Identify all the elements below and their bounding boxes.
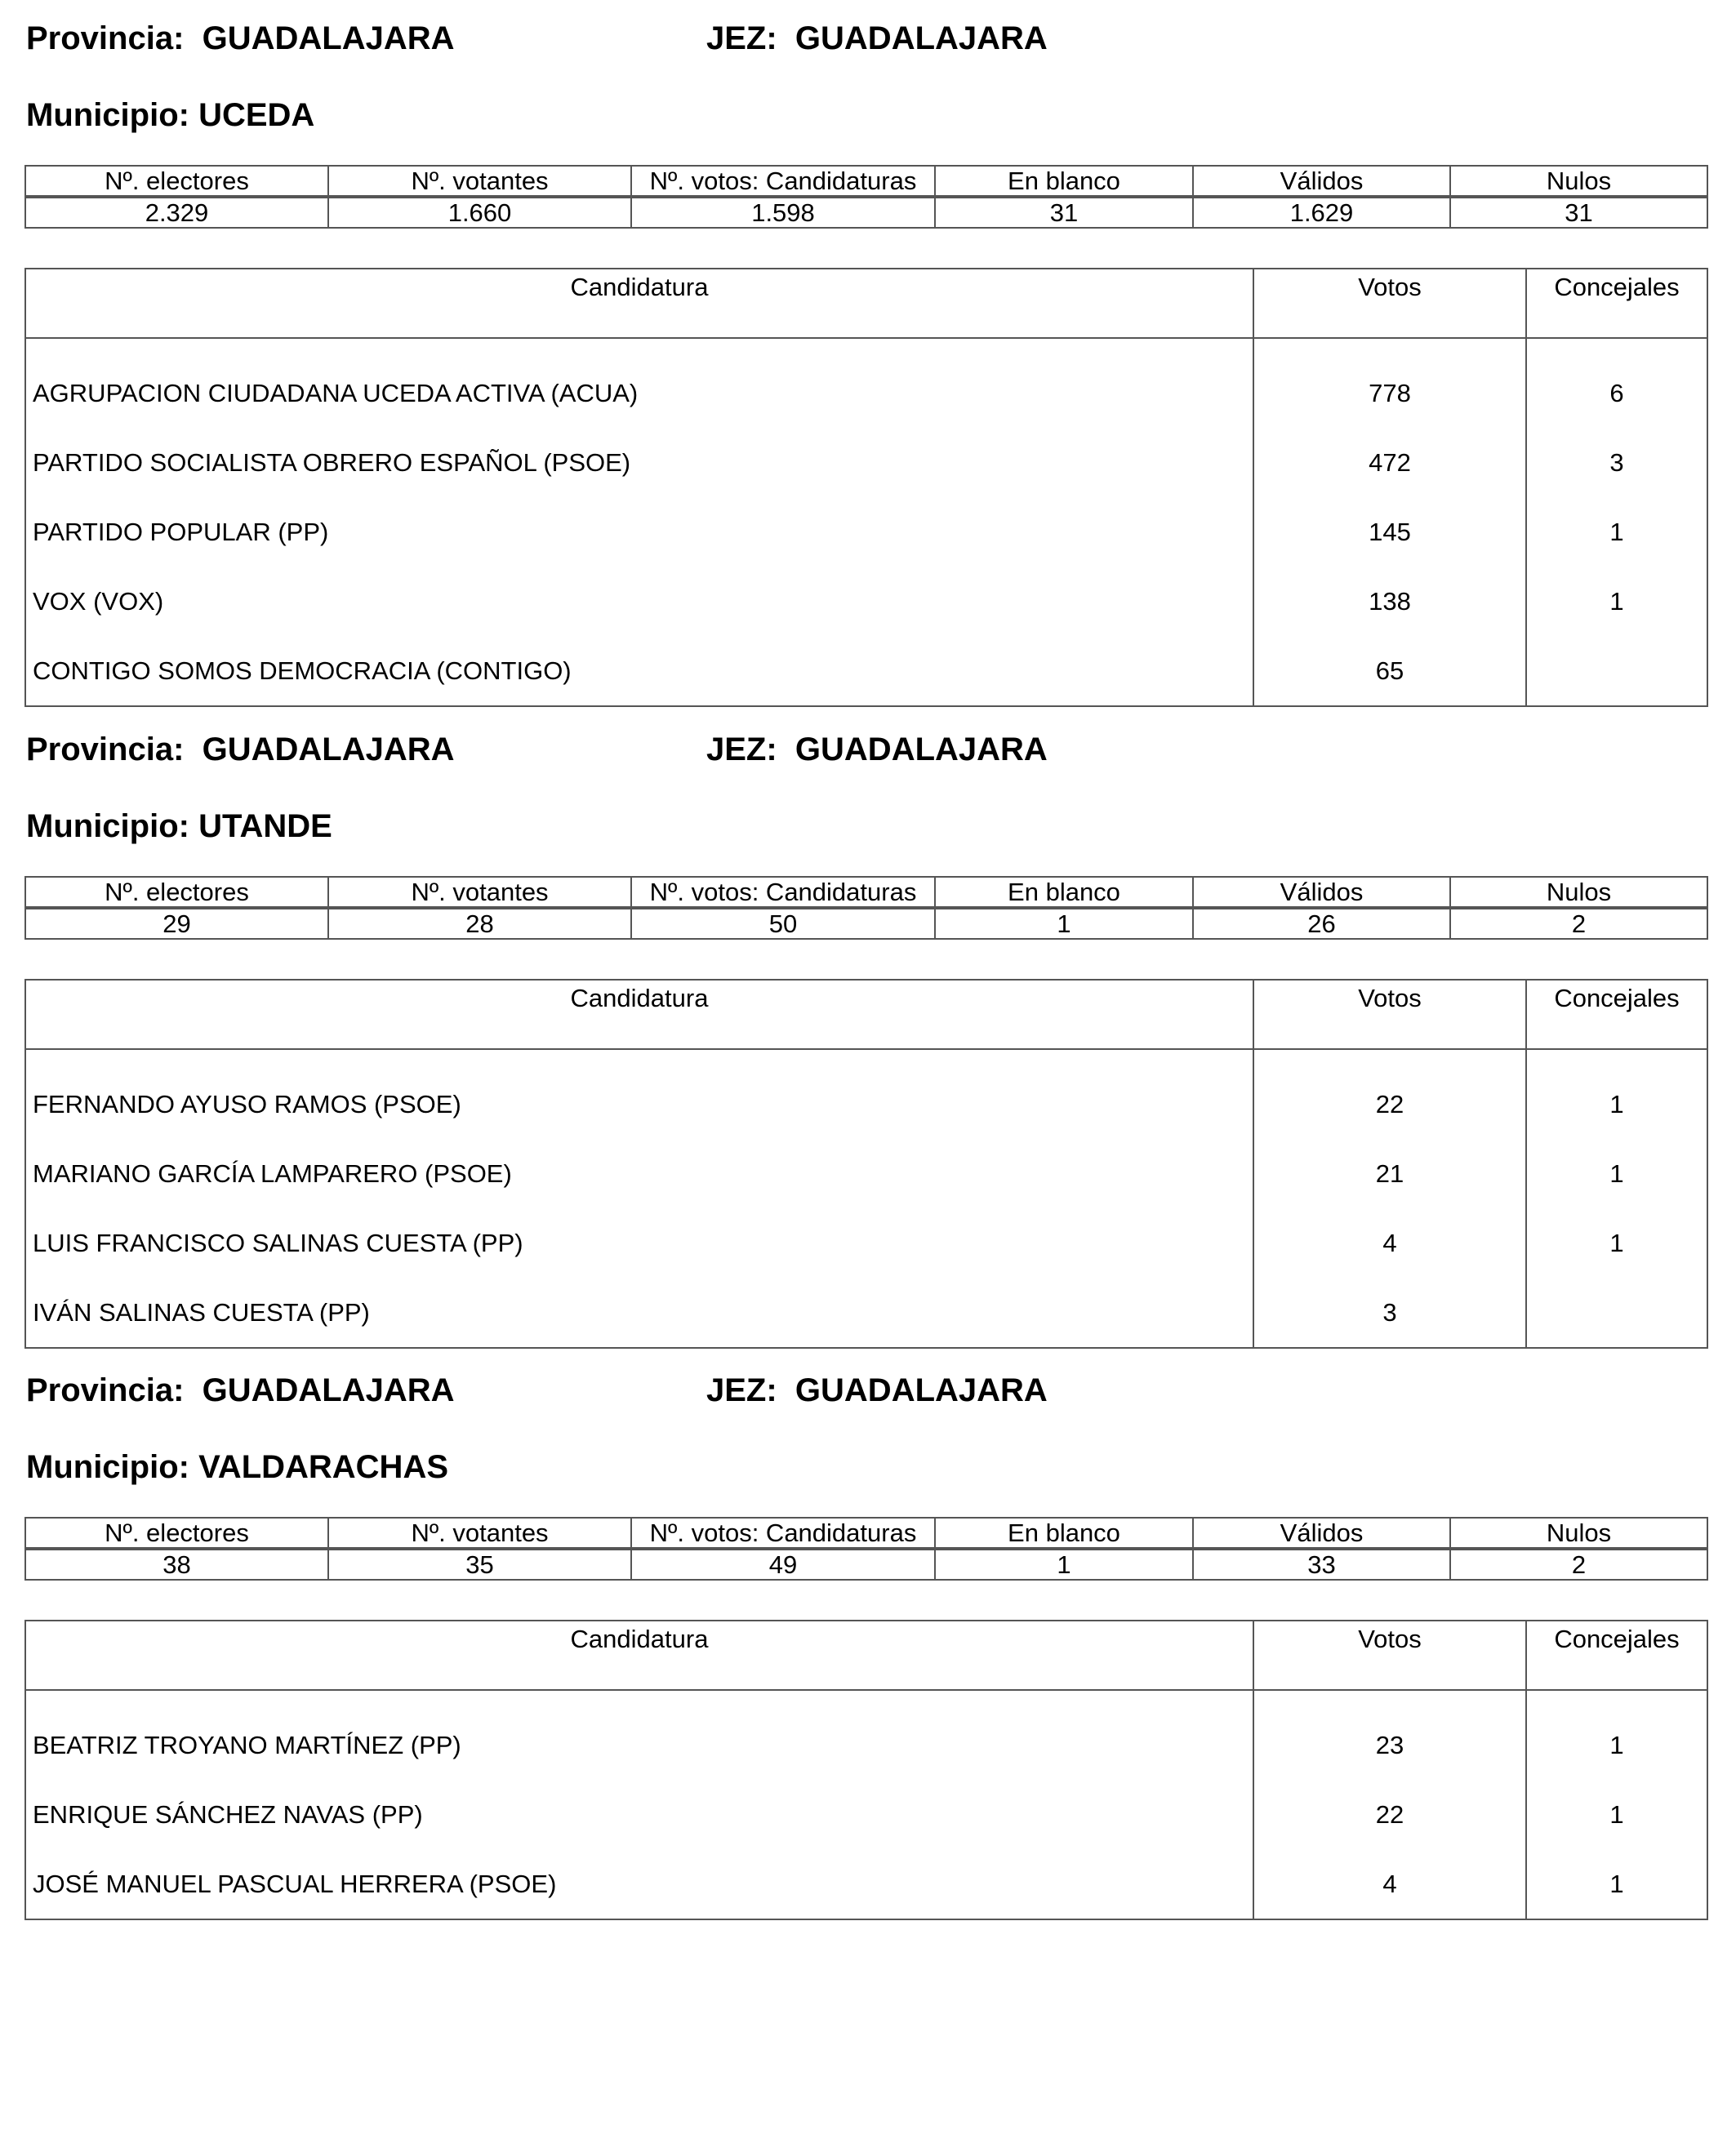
- header-votos-candidaturas: Nº. votos: Candidaturas: [631, 877, 935, 908]
- candidate-name: AGRUPACION CIUDADANA UCEDA ACTIVA (ACUA): [25, 338, 1253, 428]
- municipio-heading: Municipio: UTANDE: [26, 808, 332, 844]
- candidate-name: IVÁN SALINAS CUESTA (PP): [25, 1278, 1253, 1348]
- candidate-seats: 1: [1526, 1849, 1707, 1919]
- header-votantes: Nº. votantes: [328, 166, 631, 197]
- jez-heading: JEZ: GUADALAJARA: [706, 1372, 1048, 1408]
- candidate-name: JOSÉ MANUEL PASCUAL HERRERA (PSOE): [25, 1849, 1253, 1919]
- header-en-blanco: En blanco: [935, 166, 1193, 197]
- header-candidatura: Candidatura: [25, 1621, 1253, 1690]
- header-electores: Nº. electores: [25, 166, 328, 197]
- summary-table: [24, 1517, 1708, 1581]
- candidate-name: PARTIDO SOCIALISTA OBRERO ESPAÑOL (PSOE): [25, 428, 1253, 497]
- header-votos-candidaturas: Nº. votos: Candidaturas: [631, 166, 935, 197]
- jez-heading: JEZ: GUADALAJARA: [706, 732, 1048, 767]
- candidate-seats: 1: [1526, 1780, 1707, 1849]
- header-votos: Votos: [1253, 980, 1526, 1049]
- summary-table: [24, 165, 1708, 229]
- value-votantes: 35: [328, 1549, 631, 1580]
- candidates-header-row: [25, 269, 1707, 338]
- candidate-votes: 3: [1253, 1278, 1526, 1348]
- summary-header-row: [25, 1518, 1707, 1549]
- value-validos: 26: [1193, 908, 1450, 939]
- candidates-table: [24, 1620, 1708, 1920]
- header-candidatura: Candidatura: [25, 269, 1253, 338]
- header-votos: Votos: [1253, 1621, 1526, 1690]
- header-votantes: Nº. votantes: [328, 1518, 631, 1549]
- table-row: [25, 1780, 1707, 1849]
- table-row: [25, 1049, 1707, 1139]
- value-nulos: 2: [1450, 908, 1707, 939]
- value-electores: 38: [25, 1549, 328, 1580]
- candidate-name: VOX (VOX): [25, 567, 1253, 636]
- header-votantes: Nº. votantes: [328, 877, 631, 908]
- value-votos-candidaturas: 49: [631, 1549, 935, 1580]
- header-votos-candidaturas: Nº. votos: Candidaturas: [631, 1518, 935, 1549]
- candidate-name: CONTIGO SOMOS DEMOCRACIA (CONTIGO): [25, 636, 1253, 706]
- value-validos: 1.629: [1193, 197, 1450, 228]
- candidate-name: ENRIQUE SÁNCHEZ NAVAS (PP): [25, 1780, 1253, 1849]
- header-candidatura: Candidatura: [25, 980, 1253, 1049]
- table-row: [25, 1849, 1707, 1919]
- candidate-seats: 6: [1526, 338, 1707, 428]
- value-en-blanco: 1: [935, 908, 1193, 939]
- candidates-table: [24, 979, 1708, 1349]
- value-electores: 2.329: [25, 197, 328, 228]
- table-row: [25, 338, 1707, 428]
- candidate-votes: 65: [1253, 636, 1526, 706]
- table-row: [25, 497, 1707, 567]
- candidate-seats: 1: [1526, 1690, 1707, 1780]
- candidate-votes: 778: [1253, 338, 1526, 428]
- header-validos: Válidos: [1193, 877, 1450, 908]
- candidate-seats: 3: [1526, 428, 1707, 497]
- candidate-seats: [1526, 636, 1707, 706]
- value-validos: 33: [1193, 1549, 1450, 1580]
- candidate-votes: 472: [1253, 428, 1526, 497]
- candidate-votes: 21: [1253, 1139, 1526, 1208]
- header-concejales: Concejales: [1526, 269, 1707, 338]
- table-row: [25, 428, 1707, 497]
- value-votantes: 28: [328, 908, 631, 939]
- header-concejales: Concejales: [1526, 1621, 1707, 1690]
- provincia-heading: Provincia: GUADALAJARA: [26, 732, 455, 767]
- header-en-blanco: En blanco: [935, 877, 1193, 908]
- summary-table: [24, 876, 1708, 940]
- value-electores: 29: [25, 908, 328, 939]
- summary-values-row: [25, 1549, 1707, 1580]
- value-nulos: 31: [1450, 197, 1707, 228]
- header-electores: Nº. electores: [25, 877, 328, 908]
- candidate-seats: 1: [1526, 1208, 1707, 1278]
- value-en-blanco: 31: [935, 197, 1193, 228]
- candidate-votes: 22: [1253, 1780, 1526, 1849]
- candidate-name: PARTIDO POPULAR (PP): [25, 497, 1253, 567]
- header-validos: Válidos: [1193, 166, 1450, 197]
- summary-values-row: [25, 908, 1707, 939]
- candidate-votes: 138: [1253, 567, 1526, 636]
- value-en-blanco: 1: [935, 1549, 1193, 1580]
- header-electores: Nº. electores: [25, 1518, 328, 1549]
- header-nulos: Nulos: [1450, 877, 1707, 908]
- candidate-name: MARIANO GARCÍA LAMPARERO (PSOE): [25, 1139, 1253, 1208]
- header-en-blanco: En blanco: [935, 1518, 1193, 1549]
- table-row: [25, 1139, 1707, 1208]
- provincia-heading: Provincia: GUADALAJARA: [26, 1372, 455, 1408]
- candidate-name: LUIS FRANCISCO SALINAS CUESTA (PP): [25, 1208, 1253, 1278]
- value-votantes: 1.660: [328, 197, 631, 228]
- candidate-seats: 1: [1526, 497, 1707, 567]
- candidates-table: [24, 268, 1708, 707]
- candidate-votes: 145: [1253, 497, 1526, 567]
- candidate-seats: 1: [1526, 567, 1707, 636]
- candidate-name: BEATRIZ TROYANO MARTÍNEZ (PP): [25, 1690, 1253, 1780]
- table-row: [25, 1690, 1707, 1780]
- header-nulos: Nulos: [1450, 1518, 1707, 1549]
- summary-header-row: [25, 877, 1707, 908]
- summary-values-row: [25, 197, 1707, 228]
- candidate-votes: 23: [1253, 1690, 1526, 1780]
- candidates-header-row: [25, 1621, 1707, 1690]
- header-votos: Votos: [1253, 269, 1526, 338]
- provincia-heading: Provincia: GUADALAJARA: [26, 20, 455, 56]
- header-nulos: Nulos: [1450, 166, 1707, 197]
- table-row: [25, 1278, 1707, 1348]
- table-row: [25, 567, 1707, 636]
- value-nulos: 2: [1450, 1549, 1707, 1580]
- header-validos: Válidos: [1193, 1518, 1450, 1549]
- municipio-heading: Municipio: UCEDA: [26, 97, 315, 133]
- candidate-votes: 22: [1253, 1049, 1526, 1139]
- candidate-votes: 4: [1253, 1208, 1526, 1278]
- candidates-header-row: [25, 980, 1707, 1049]
- candidate-seats: 1: [1526, 1139, 1707, 1208]
- jez-heading: JEZ: GUADALAJARA: [706, 20, 1048, 56]
- value-votos-candidaturas: 50: [631, 908, 935, 939]
- value-votos-candidaturas: 1.598: [631, 197, 935, 228]
- summary-header-row: [25, 166, 1707, 197]
- candidate-votes: 4: [1253, 1849, 1526, 1919]
- candidate-seats: [1526, 1278, 1707, 1348]
- table-row: [25, 636, 1707, 706]
- candidate-name: FERNANDO AYUSO RAMOS (PSOE): [25, 1049, 1253, 1139]
- candidate-seats: 1: [1526, 1049, 1707, 1139]
- header-concejales: Concejales: [1526, 980, 1707, 1049]
- municipio-heading: Municipio: VALDARACHAS: [26, 1449, 449, 1485]
- table-row: [25, 1208, 1707, 1278]
